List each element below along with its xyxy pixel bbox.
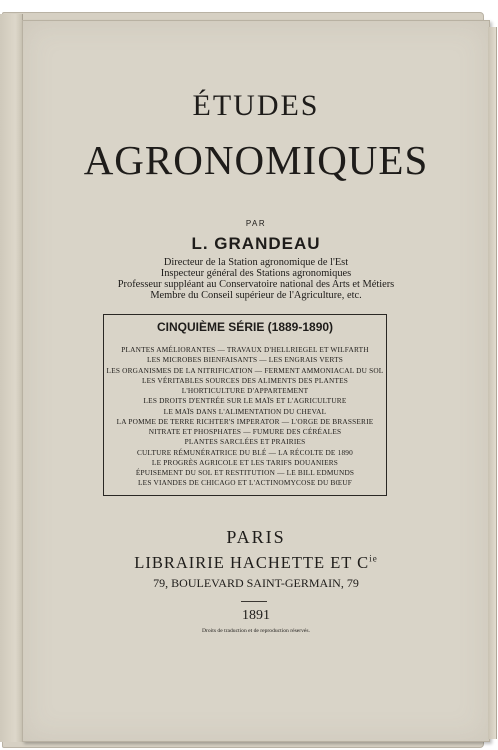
contents-line: LE PROGRÈS AGRICOLE ET LES TARIFS DOUANIERS: [151, 457, 339, 467]
author-credentials: [23, 257, 489, 301]
contents-line: LES MICROBES BIENFAISANTS — LES ENGRAIS VERTS: [146, 355, 343, 365]
publisher-name: LIBRAIRIE HACHETTE ET C: [134, 553, 370, 572]
imprint-city: PARIS: [226, 527, 286, 547]
contents-line: LE MAÏS DANS L'ALIMENTATION DU CHEVAL: [163, 406, 327, 416]
imprint-year: 1891: [242, 608, 270, 623]
book-spine: [0, 14, 23, 742]
contents-line: NITRATE ET PHOSPHATES — FUMURE DES CÉRÉALES: [148, 427, 342, 436]
title-line-1: ÉTUDES: [192, 89, 320, 122]
series-heading: CINQUIÈME SÉRIE (1889-1890): [156, 320, 334, 334]
credential-line: Inspecteur général des Stations agronomiques: [160, 268, 352, 279]
credential-line: Membre du Conseil supérieur de l'Agriculture, etc.: [150, 290, 362, 301]
contents-line: PLANTES SARCLÉES ET PRAIRIES: [184, 437, 306, 447]
imprint-address: 79, BOULEVARD SAINT-GERMAIN, 79: [153, 576, 359, 590]
contents-line: LES VIANDES DE CHICAGO ET L'ACTINOMYCOSE DU BŒUF: [138, 478, 352, 488]
author-name: L. GRANDEAU: [191, 234, 321, 253]
imprint-publisher: [23, 553, 489, 573]
byline: PAR: [245, 219, 267, 228]
series-contents-box: [103, 314, 387, 496]
contents-line: ÉPUISEMENT DU SOL ET RESTITUTION — LE BILL EDMUNDS: [135, 468, 355, 477]
contents-line: PLANTES AMÉLIORANTES — TRAVAUX D'HELLRIEGEL ET WILFARTH: [121, 345, 369, 354]
imprint-divider: [241, 601, 267, 602]
title-page: [22, 20, 490, 742]
contents-line: CULTURE RÉMUNÉRATRICE DU BLÉ — LA RÉCOLTE DE 1890: [136, 447, 353, 457]
series-contents-list: [104, 345, 386, 489]
publisher-suffix: ie: [369, 553, 378, 564]
credential-line: Directeur de la Station agronomique de l'Est: [163, 257, 349, 268]
contents-line: LA POMME DE TERRE RICHTER'S IMPERATOR — L'ORGE DE BRASSERIE: [116, 416, 374, 426]
contents-line: LES ORGANISMES DE LA NITRIFICATION — FERMENT AMMONIACAL DU SOL: [106, 365, 384, 375]
contents-line: LES DROITS D'ENTRÉE SUR LE MAÏS ET L'AGRICULTURE: [143, 396, 347, 406]
title-line-2: AGRONOMIQUES: [83, 137, 429, 183]
rights-notice: Droits de traduction et de reproduction réservés.: [202, 628, 310, 634]
contents-line: L'HORTICULTURE D'APPARTEMENT: [181, 386, 309, 395]
page-edge: [488, 27, 497, 739]
contents-line: LES VÉRITABLES SOURCES DES ALIMENTS DES PLANTES: [141, 375, 349, 385]
credential-line: Professeur suppléant au Conservatoire national des Arts et Métiers: [117, 279, 395, 290]
